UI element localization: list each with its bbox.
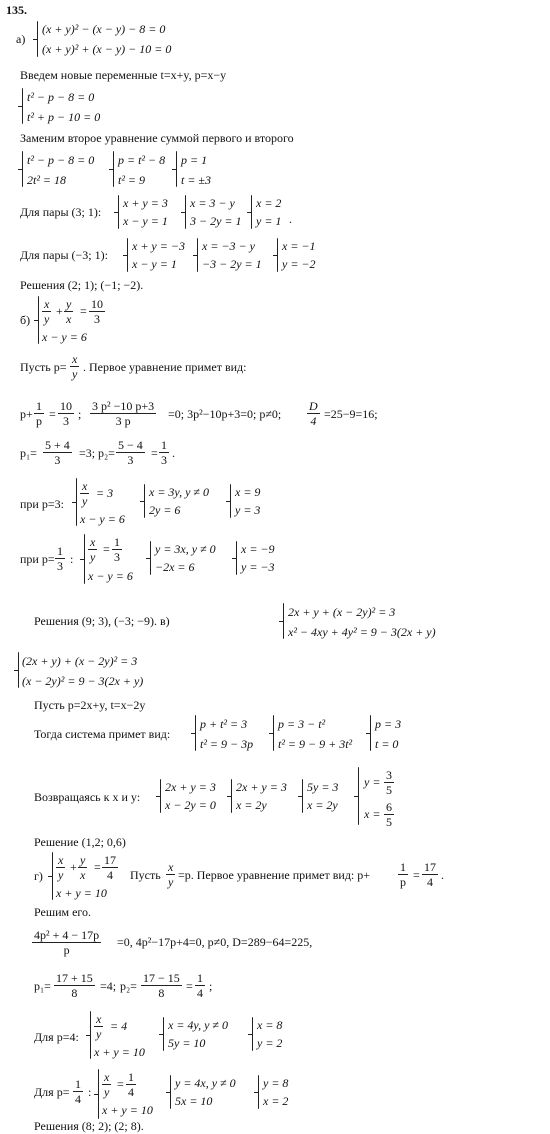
fraction: 3 p² −10 p+3 3 p	[92, 399, 155, 428]
equation: =0; 3p²−10p+3=0; p≠0;	[168, 407, 282, 421]
equation: 2x + y + (x − 2y)² = 3	[288, 605, 396, 619]
equation: (x + y)² − (x − y) − 8 = 0	[42, 22, 166, 36]
operator: =	[117, 1077, 124, 1091]
answer: Решение (1,2; 0,6)	[34, 835, 126, 849]
fraction: x y	[104, 1070, 110, 1099]
text-line: Пусть p=	[20, 360, 67, 374]
fraction: x y	[82, 479, 88, 508]
brace	[113, 151, 114, 187]
brace	[251, 195, 252, 229]
punctuation: .	[441, 868, 444, 882]
brace	[197, 238, 198, 272]
part-b-label: б)	[20, 313, 31, 327]
fraction: 1 4	[75, 1077, 81, 1106]
equation: =0, 4p²−17p+4=0, p≠0, D=289−64=225,	[117, 935, 313, 949]
equation: y =	[364, 775, 381, 789]
equation: x = 3 − y	[190, 196, 235, 210]
punctuation: ;	[209, 979, 213, 993]
equation: p₁=	[34, 979, 51, 993]
text-line: =p. Первое уравнение примет вид: p+	[178, 868, 371, 882]
equation: p = t² − 8	[118, 153, 166, 167]
equation: p₂=	[120, 979, 137, 993]
part-d-label: г)	[34, 869, 43, 883]
equation: t = 0	[375, 737, 399, 751]
equation: x² − 4xy + 4y² = 9 − 3(2x + y)	[288, 625, 436, 639]
operator: =	[49, 407, 56, 421]
equation: (2x + y) + (x − 2y)² = 3	[22, 654, 138, 668]
brace	[236, 541, 237, 575]
answer: Решения (9; 3), (−3; −9). в)	[34, 614, 170, 628]
equation: x + y = 10	[102, 1103, 153, 1117]
equation: 2x + y = 3	[165, 780, 216, 794]
brace	[231, 779, 232, 813]
equation: x = −1	[282, 239, 316, 253]
punctuation: .	[172, 446, 175, 460]
equation: y = −3	[241, 560, 275, 574]
case-label: при p=	[20, 552, 55, 566]
brace	[150, 541, 151, 575]
equation: (x + y)² + (x − y) − 10 = 0	[42, 42, 172, 56]
operator: =	[151, 446, 158, 460]
answer: Решения (2; 1); (−1; −2).	[20, 278, 144, 292]
punctuation: :	[70, 552, 74, 566]
brace	[22, 151, 23, 187]
brace	[52, 852, 53, 900]
brace	[170, 1075, 171, 1109]
fraction: x y	[72, 352, 78, 381]
equation: = 3	[96, 486, 114, 500]
equation: p + t² = 3	[200, 717, 248, 731]
equation: x − y = 6	[42, 330, 87, 344]
punctuation: .	[289, 212, 292, 226]
fraction: 4p² + 4 − 17p p	[34, 928, 100, 957]
punctuation: ;	[78, 407, 82, 421]
operator: =	[103, 542, 110, 556]
equation: y = 1	[256, 214, 282, 228]
brace	[273, 715, 274, 751]
equation: y = 4x, y ≠ 0	[175, 1076, 236, 1090]
equation: p₂=	[98, 446, 115, 460]
fraction: D 4	[309, 399, 318, 428]
fraction: 6 5	[386, 800, 392, 829]
equation: = 4	[110, 1019, 128, 1033]
equation: x = 2	[263, 1094, 289, 1108]
fraction: x y	[44, 297, 50, 326]
brace	[127, 238, 128, 272]
fraction: x y	[58, 853, 64, 882]
equation: =3;	[79, 446, 96, 460]
equation: x − 2y = 0	[165, 798, 216, 812]
brace	[118, 195, 119, 229]
fraction: 10 3	[91, 297, 103, 326]
equation: x = 2	[256, 196, 282, 210]
equation: −3 − 2y = 1	[202, 257, 262, 271]
brace	[37, 21, 38, 57]
brace	[176, 151, 177, 187]
equation: t² = 9	[118, 173, 146, 187]
brace	[18, 652, 19, 688]
equation: x =	[364, 807, 381, 821]
brace	[90, 1011, 91, 1059]
brace	[283, 603, 284, 639]
equation: y = 8	[263, 1076, 289, 1090]
text-line: Заменим второе уравнение суммой первого и второго	[20, 131, 294, 145]
brace	[98, 1069, 99, 1119]
equation: x = 3y, y ≠ 0	[149, 485, 209, 499]
equation: =4;	[100, 979, 117, 993]
brace	[38, 296, 39, 344]
equation: y = −2	[282, 257, 316, 271]
brace	[302, 779, 303, 813]
brace	[22, 88, 23, 124]
fraction: 17 4	[424, 860, 436, 889]
operator: +	[56, 304, 63, 318]
fraction: 5 − 4 3	[118, 438, 143, 467]
fraction: 3 5	[386, 768, 392, 797]
text-line: Введем новые переменные t=x+y, p=x−y	[20, 68, 227, 82]
text-line: . Первое уравнение примет вид:	[83, 360, 247, 374]
case-label: при p=3:	[20, 497, 64, 511]
text-line: Пусть	[130, 868, 161, 882]
equation: t² − p − 8 = 0	[27, 153, 95, 167]
operator: =	[94, 860, 101, 874]
pair-label: Для пары (−3; 1):	[20, 248, 108, 262]
equation: t² = 9 − 9 + 3t²	[278, 737, 353, 751]
brace	[277, 238, 278, 272]
fraction: 1 3	[57, 544, 63, 573]
fraction: 10 3	[60, 399, 72, 428]
equation: t² − p − 8 = 0	[27, 90, 95, 104]
operator: =	[413, 868, 420, 882]
equation: 2x + y = 3	[236, 780, 287, 794]
fraction: 17 + 15 8	[56, 971, 93, 1000]
fraction: 1 p	[36, 399, 42, 428]
equation: t² = 9 − 3p	[200, 737, 254, 751]
equation: x = 2y	[307, 798, 338, 812]
text-line: Возвращаясь к x и y:	[34, 790, 141, 804]
equation: y = 3	[235, 503, 261, 517]
brace	[160, 779, 161, 813]
equation: x = 4y, y ≠ 0	[168, 1018, 228, 1032]
brace	[195, 715, 196, 751]
text-line: Решим его.	[34, 905, 92, 919]
fraction: 17 − 15 8	[143, 971, 180, 1000]
equation: x − y = 1	[123, 214, 168, 228]
case-label: Для p=	[34, 1085, 70, 1099]
brace	[358, 767, 359, 825]
brace	[370, 715, 371, 751]
equation: (x − 2y)² = 9 − 3(2x + y)	[22, 674, 144, 688]
fraction: 1 3	[161, 438, 167, 467]
problem-number: 135.	[6, 3, 27, 17]
equation: 2y = 6	[149, 503, 181, 517]
equation: x = 8	[257, 1018, 283, 1032]
fraction: 17 4	[104, 853, 116, 882]
operator: =	[80, 304, 87, 318]
equation: −2x = 6	[155, 560, 195, 574]
brace	[84, 534, 85, 584]
equation: x − y = 1	[132, 257, 177, 271]
pair-label: Для пары (3; 1):	[20, 205, 102, 219]
equation: x = −9	[241, 542, 275, 556]
equation: 5y = 10	[168, 1036, 206, 1050]
equation: y = 2	[257, 1036, 283, 1050]
equation: x − y = 6	[80, 512, 125, 526]
operator: =	[186, 979, 193, 993]
operator: +	[70, 860, 77, 874]
equation: x = 9	[235, 485, 261, 499]
brace	[230, 484, 231, 518]
brace	[185, 195, 186, 229]
equation: p = 3	[375, 717, 402, 731]
fraction: y x	[66, 297, 72, 326]
answer: Решения (8; 2); (2; 8).	[34, 1119, 144, 1133]
equation: x = −3 − y	[202, 239, 255, 253]
fraction: 1 p	[400, 860, 406, 889]
equation: p = 1	[181, 153, 208, 167]
text-line: Пусть p=2x+y, t=x−2y	[34, 698, 146, 712]
punctuation: :	[88, 1085, 92, 1099]
equation: p = 3 − t²	[278, 717, 326, 731]
fraction: x y	[168, 860, 174, 889]
fraction: 1 3	[114, 535, 120, 564]
fraction: 1 4	[128, 1070, 134, 1099]
fraction: 1 4	[197, 971, 203, 1000]
equation: y = 3x, y ≠ 0	[155, 542, 216, 556]
equation: x = 2y	[236, 798, 267, 812]
text-line: Тогда система примет вид:	[34, 727, 171, 741]
equation: x + y = 10	[56, 886, 107, 900]
brace	[76, 478, 77, 526]
fraction: x y	[90, 535, 96, 564]
brace	[144, 484, 145, 518]
case-label: Для p=4:	[34, 1030, 79, 1044]
part-a-label: а)	[16, 32, 26, 46]
fraction: x y	[96, 1012, 102, 1041]
equation: 5y = 3	[307, 780, 339, 794]
brace	[258, 1075, 259, 1109]
equation: t = ±3	[181, 173, 212, 187]
equation: p₁=	[20, 446, 37, 460]
equation: x + y = 3	[123, 196, 168, 210]
equation: t² + p − 10 = 0	[27, 110, 101, 124]
fraction: y x	[80, 853, 86, 882]
equation: 3 − 2y = 1	[190, 214, 242, 228]
brace	[163, 1017, 164, 1051]
fraction: 5 + 4 3	[45, 438, 70, 467]
equation: x + y = −3	[132, 239, 185, 253]
equation: p+	[20, 407, 33, 421]
equation: 2t² = 18	[27, 173, 67, 187]
equation: =25−9=16;	[324, 407, 378, 421]
equation: x + y = 10	[94, 1045, 145, 1059]
brace	[252, 1017, 253, 1051]
equation: x − y = 6	[88, 569, 133, 583]
equation: 5x = 10	[175, 1094, 213, 1108]
